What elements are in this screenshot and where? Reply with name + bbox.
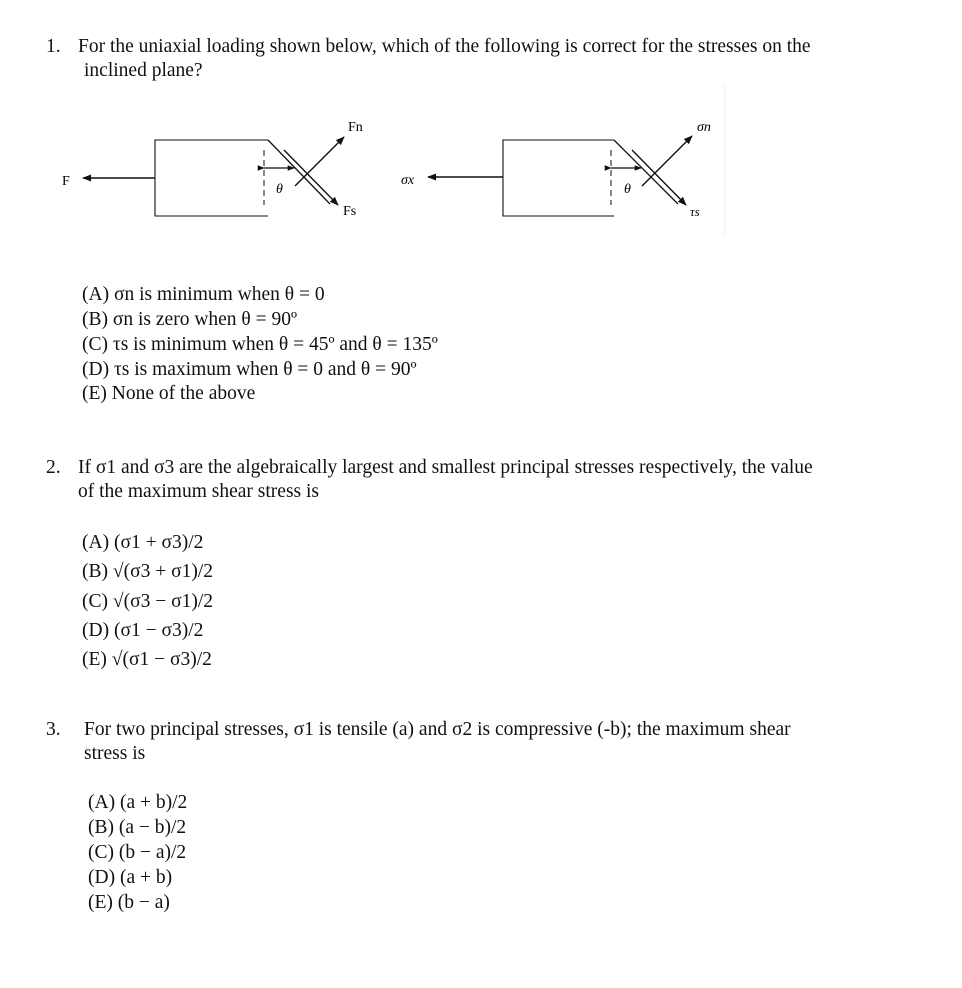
question-3-number: 3. xyxy=(46,719,61,740)
angle-label: θ xyxy=(276,182,283,197)
uniaxial-loading-figure xyxy=(0,0,962,260)
option-2d: (D) (σ1 − σ3)/2 xyxy=(82,620,204,641)
question-1-text-line2: inclined plane? xyxy=(84,60,203,81)
normal-stress-arrow xyxy=(642,136,692,186)
left-diagram xyxy=(62,120,363,219)
option-3c: (C) (b − a)/2 xyxy=(88,842,187,863)
option-3a: (A) (a + b)/2 xyxy=(88,792,188,813)
shear-stress-arrow xyxy=(632,150,686,205)
question-3-text-line1: For two principal stresses, σ1 is tensile (a) and σ2 is compressive (-b); the maximum shear xyxy=(84,719,791,740)
applied-stress-label: σx xyxy=(401,173,415,188)
bar-section xyxy=(155,140,268,216)
angle-label: θ xyxy=(624,182,631,197)
option-2a: (A) (σ1 + σ3)/2 xyxy=(82,532,204,553)
option-3d: (D) (a + b) xyxy=(88,867,173,888)
question-2-text-line2: of the maximum shear stress is xyxy=(78,481,319,502)
option-1d: (D) τs is maximum when θ = 0 and θ = 90º xyxy=(82,359,417,380)
normal-force-label: Fn xyxy=(348,120,363,135)
question-2-number: 2. xyxy=(46,457,61,478)
question-1-text-line1: For the uniaxial loading shown below, which of the following is correct for the stresses on the xyxy=(78,36,811,57)
option-2b: (B) √(σ3 + σ1)/2 xyxy=(82,561,213,582)
right-diagram xyxy=(401,85,725,235)
option-1e: (E) None of the above xyxy=(82,383,256,404)
question-2-text-line1: If σ1 and σ3 are the algebraically largest and smallest principal stresses respectively, the value xyxy=(78,457,813,478)
option-2c: (C) √(σ3 − σ1)/2 xyxy=(82,591,213,612)
question-3-text-line2: stress is xyxy=(84,743,146,764)
option-1c: (C) τs is minimum when θ = 45º and θ = 135º xyxy=(82,334,438,355)
option-3b: (B) (a − b)/2 xyxy=(88,817,187,838)
force-label: F xyxy=(62,174,70,189)
normal-force-arrow xyxy=(295,137,344,186)
option-1b: (B) σn is zero when θ = 90º xyxy=(82,309,298,330)
shear-stress-label: τs xyxy=(690,204,700,219)
shear-force-label: Fs xyxy=(343,204,357,219)
option-2e: (E) √(σ1 − σ3)/2 xyxy=(82,649,212,670)
question-1-number: 1. xyxy=(46,36,61,57)
shear-force-arrow xyxy=(284,150,338,205)
normal-stress-label: σn xyxy=(697,120,711,135)
option-3e: (E) (b − a) xyxy=(88,892,170,913)
option-1a: (A) σn is minimum when θ = 0 xyxy=(82,284,325,305)
bar-section xyxy=(503,140,614,216)
